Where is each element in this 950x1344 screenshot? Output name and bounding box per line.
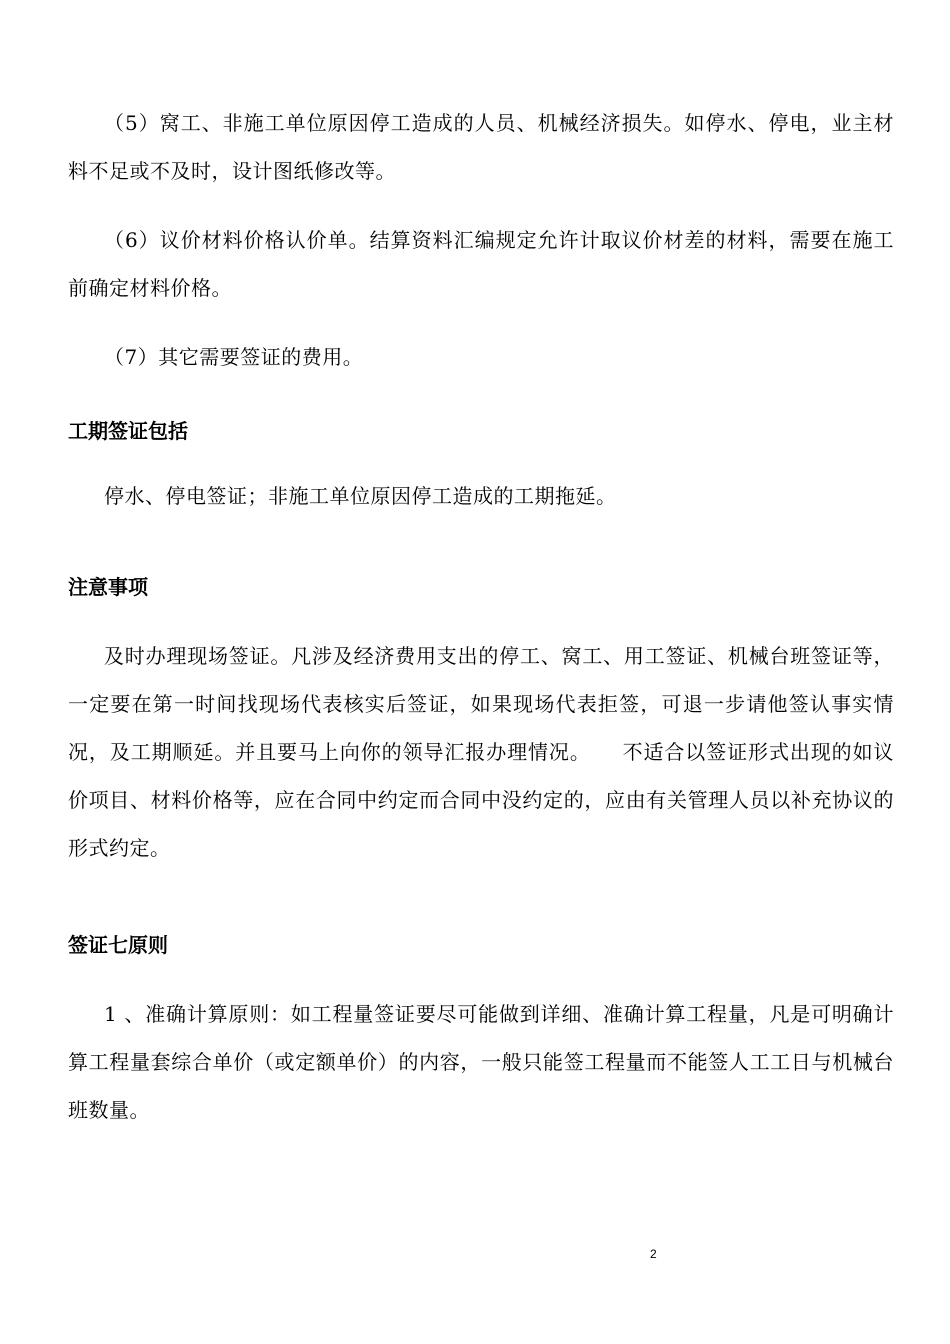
section-heading-principles: 签证七原则: [68, 933, 168, 957]
paragraph-item-7: （7）其它需要签证的费用。: [104, 345, 364, 369]
section-heading-notes: 注意事项: [68, 575, 148, 599]
page-number: 2: [650, 1247, 657, 1261]
paragraph-notes: 及时办理现场签证。凡涉及经济费用支出的停工、窝工、用工签证、机械台班签证等，一定要在第一时间找现场代表核实后签证，如果现场代表拒签，可退一步请他签认事实情况，及工期顺延。并且要马上向你的领导汇报办理情况。 不适合以签证形式出现的如议价项目、材料价格等，应在合同中约定而合同中没约定的，应由有关管理人员以补充协议的形式约定。: [68, 644, 894, 860]
paragraph-item-5: （5）窝工、非施工单位原因停工造成的人员、机械经济损失。如停水、停电，业主材料不足或不及时，设计图纸修改等。: [68, 111, 894, 183]
paragraph-item-6: （6）议价材料价格认价单。结算资料汇编规定允许计取议价材差的材料，需要在施工前确定材料价格。: [68, 228, 894, 300]
paragraph-schedule: 停水、停电签证；非施工单位原因停工造成的工期拖延。: [104, 484, 617, 508]
paragraph-principle-1: 1 、准确计算原则：如工程量签证要尽可能做到详细、准确计算工程量，凡是可明确计算工程量套综合单价（或定额单价）的内容，一般只能签工程量而不能签人工工日与机械台班数量。: [68, 1002, 894, 1122]
section-heading-schedule: 工期签证包括: [68, 419, 188, 443]
